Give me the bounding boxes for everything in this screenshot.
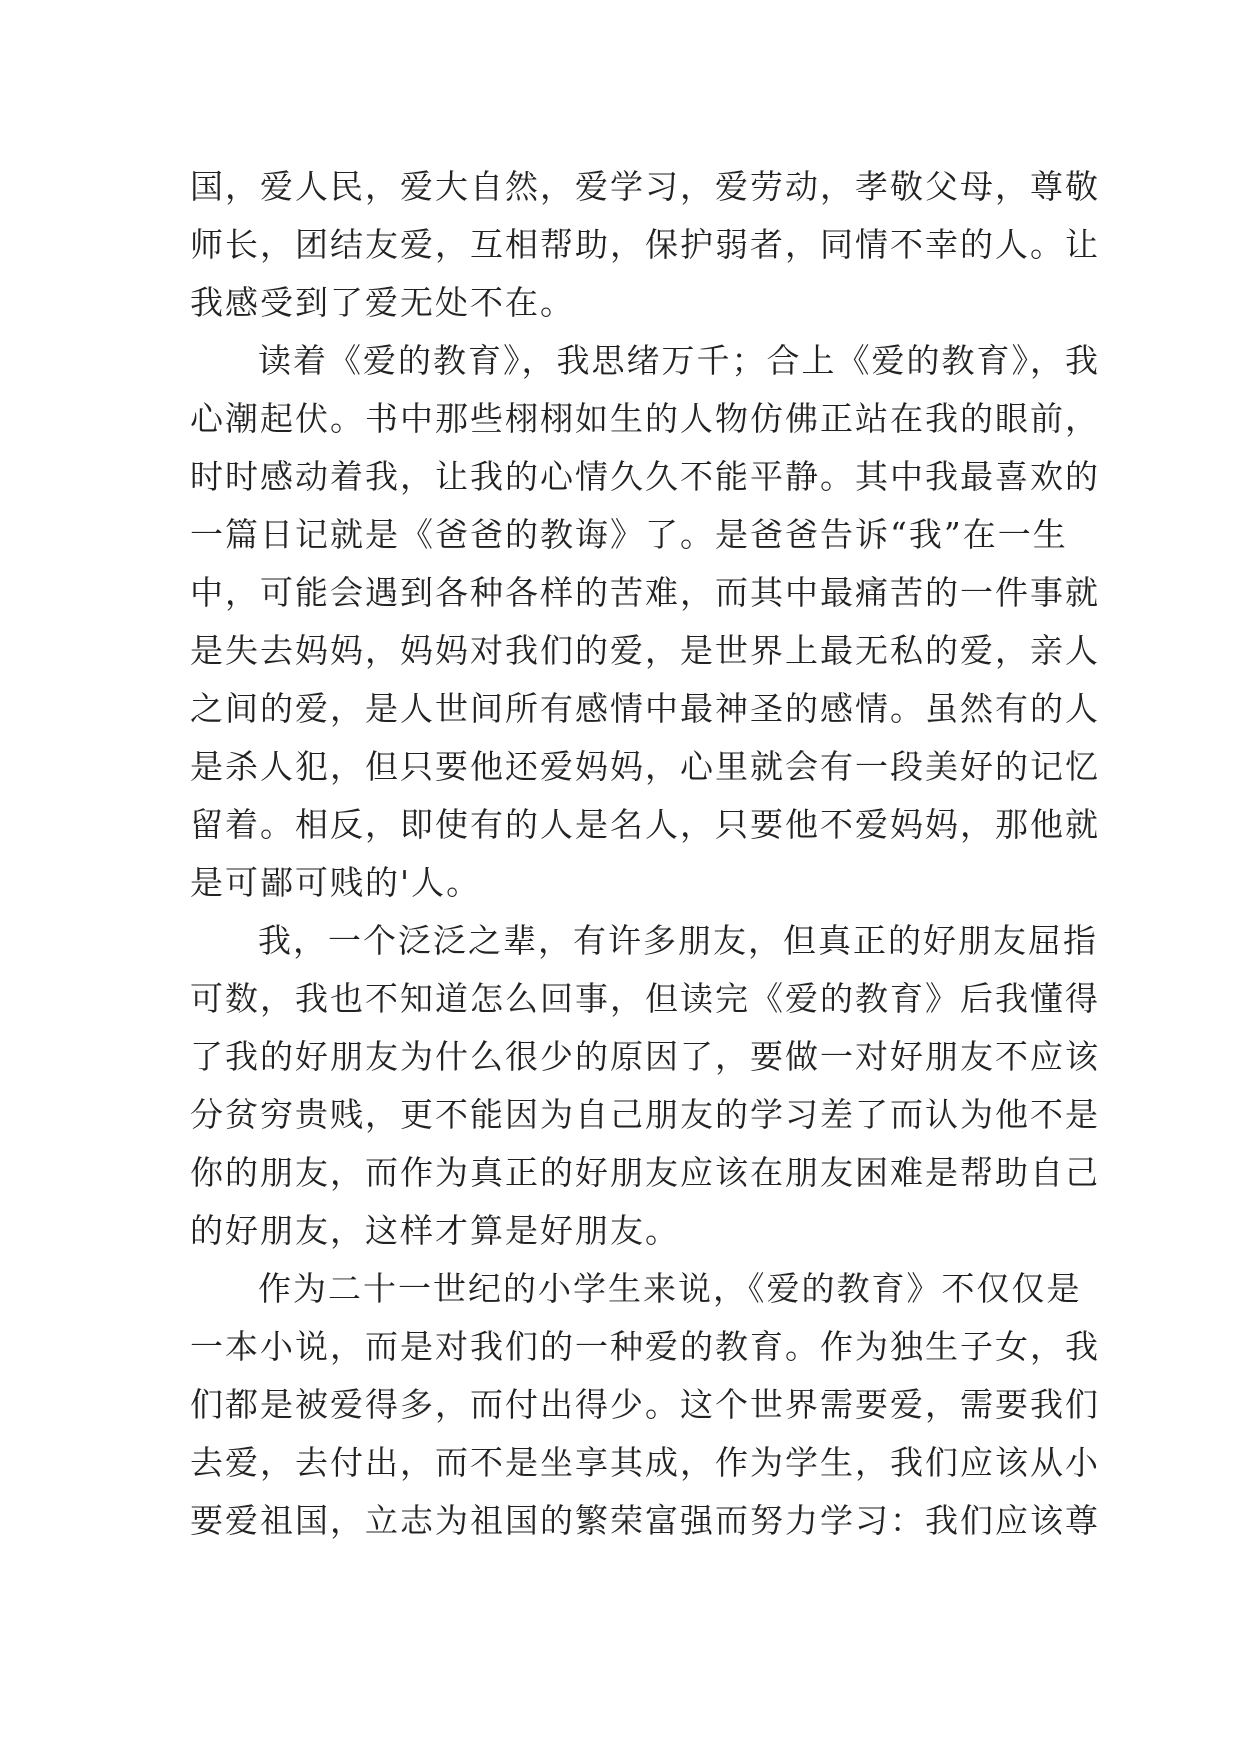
text-line: 可数，我也不知道怎么回事，但读完《爱的教育》后我懂得 <box>190 979 1100 1018</box>
text-line: 之间的爱，是人世间所有感情中最神圣的感情。虽然有的人 <box>190 689 1100 728</box>
text-line: 作为二十一世纪的小学生来说，《爱的教育》不仅仅是 <box>258 1269 1082 1308</box>
text-line: 时时感动着我，让我的心情久久不能平静。其中我最喜欢的 <box>190 457 1100 496</box>
paragraph <box>190 332 1100 912</box>
text-line: 国，爱人民，爱大自然，爱学习，爱劳动，孝敬父母，尊敬 <box>190 167 1100 206</box>
text-line: 留着。相反，即使有的人是名人，只要他不爱妈妈，那他就 <box>190 805 1100 844</box>
text-line: 读着《爱的教育》，我思绪万千；合上《爱的教育》，我 <box>258 341 1100 380</box>
text-line: 一篇日记就是《爸爸的教诲》了。是爸爸告诉“我”在一生 <box>190 515 1068 554</box>
text-line: 我感受到了爱无处不在。 <box>190 283 575 322</box>
text-line: 你的朋友，而作为真正的好朋友应该在朋友困难是帮助自己 <box>190 1153 1100 1192</box>
text-line: 是杀人犯，但只要他还爱妈妈，心里就会有一段美好的记忆 <box>190 747 1100 786</box>
text-line: 要爱祖国，立志为祖国的繁荣富强而努力学习：我们应该尊 <box>190 1501 1100 1540</box>
text-line: 我，一个泛泛之辈，有许多朋友，但真正的好朋友屈指 <box>258 921 1098 960</box>
text-line: 是失去妈妈，妈妈对我们的爱，是世界上最无私的爱，亲人 <box>190 631 1100 670</box>
text-line: 们都是被爱得多，而付出得少。这个世界需要爱，需要我们 <box>190 1385 1100 1424</box>
text-line: 是可鄙可贱的'人。 <box>190 863 482 902</box>
text-line: 师长，团结友爱，互相帮助，保护弱者，同情不幸的人。让 <box>190 225 1100 264</box>
paragraph <box>190 158 1100 332</box>
text-line: 心潮起伏。书中那些栩栩如生的人物仿佛正站在我的眼前， <box>190 399 1100 438</box>
text-line: 的好朋友，这样才算是好朋友。 <box>190 1211 680 1250</box>
paragraph <box>190 1260 1100 1550</box>
document-body <box>190 158 1100 1550</box>
text-line: 去爱，去付出，而不是坐享其成，作为学生，我们应该从小 <box>190 1443 1100 1482</box>
text-line: 了我的好朋友为什么很少的原因了，要做一对好朋友不应该 <box>190 1037 1100 1076</box>
text-line: 一本小说，而是对我们的一种爱的教育。作为独生子女，我 <box>190 1327 1100 1366</box>
paragraph <box>190 912 1100 1260</box>
text-line: 分贫穷贵贱，更不能因为自己朋友的学习差了而认为他不是 <box>190 1095 1100 1134</box>
text-line: 中，可能会遇到各种各样的苦难，而其中最痛苦的一件事就 <box>190 573 1100 612</box>
